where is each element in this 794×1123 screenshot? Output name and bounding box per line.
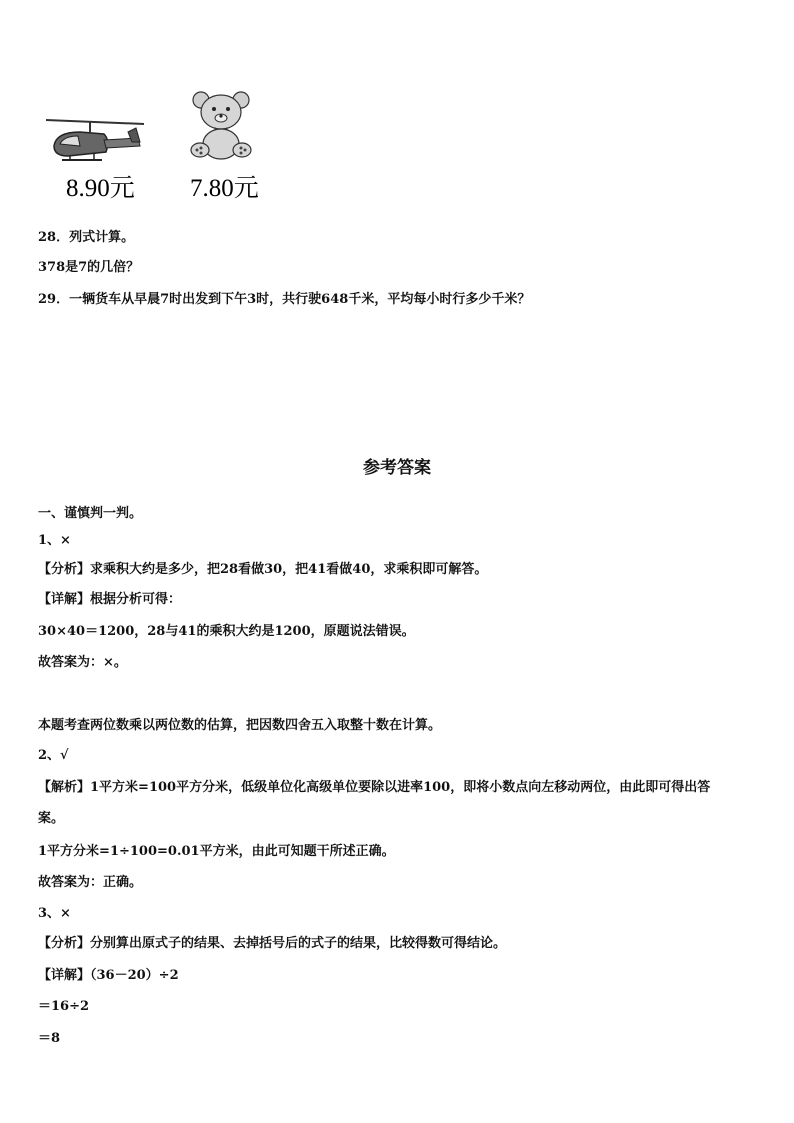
helicopter-price: 8.90元: [66, 175, 135, 202]
section-heading: 一、谨慎判一判。: [38, 506, 143, 521]
answer-3-step-1: ＝16÷2: [38, 999, 90, 1014]
answer-3-result: 3、×: [38, 906, 71, 921]
answer-2-calc: 1平方分米=1÷100=0.01平方米，由此可知题干所述正确。: [38, 844, 395, 859]
question-28: 28．列式计算。: [38, 230, 135, 245]
teddy-bear-price: 7.80元: [190, 175, 259, 202]
answer-1-conclusion: 故答案为：×。: [38, 655, 127, 670]
answer-2-explanation: 【解析】1平方米=100平方分米，低级单位化高级单位要除以进率100，即将小数点向左移动两位，由此即可得出答: [38, 780, 711, 795]
helicopter-image: [44, 112, 148, 168]
answer-1-calc: 30×40＝1200，28与41的乘积大约是1200，原题说法错误。: [38, 624, 415, 639]
answer-2-result: 2、√: [38, 748, 69, 763]
answer-1-analysis: 【分析】求乘积大约是多少，把28看做30，把41看做40，求乘积即可解答。: [38, 562, 488, 577]
answer-2-conclusion: 故答案为：正确。: [38, 875, 143, 890]
teddy-bear-image: [187, 88, 255, 162]
answer-1-detail: 【详解】根据分析可得：: [38, 592, 182, 607]
answer-1-note: 本题考查两位数乘以两位数的估算，把因数四舍五入取整十数在计算。: [38, 718, 442, 733]
answer-3-analysis: 【分析】分别算出原式子的结果、去掉括号后的式子的结果，比较得数可得结论。: [38, 936, 507, 951]
question-29: 29．一辆货车从早晨7时出发到下午3时，共行驶648千米，平均每小时行多少千米？: [38, 292, 531, 307]
answer-3-step-2: ＝8: [38, 1031, 61, 1046]
answer-3-detail: 【详解】（36－20）÷2: [38, 968, 179, 983]
answers-title: 参考答案: [363, 458, 431, 478]
answer-1-result: 1、×: [38, 533, 71, 548]
answer-2-explanation-cont: 案。: [38, 811, 65, 826]
question-28-prompt: 378是7的几倍？: [38, 260, 140, 275]
